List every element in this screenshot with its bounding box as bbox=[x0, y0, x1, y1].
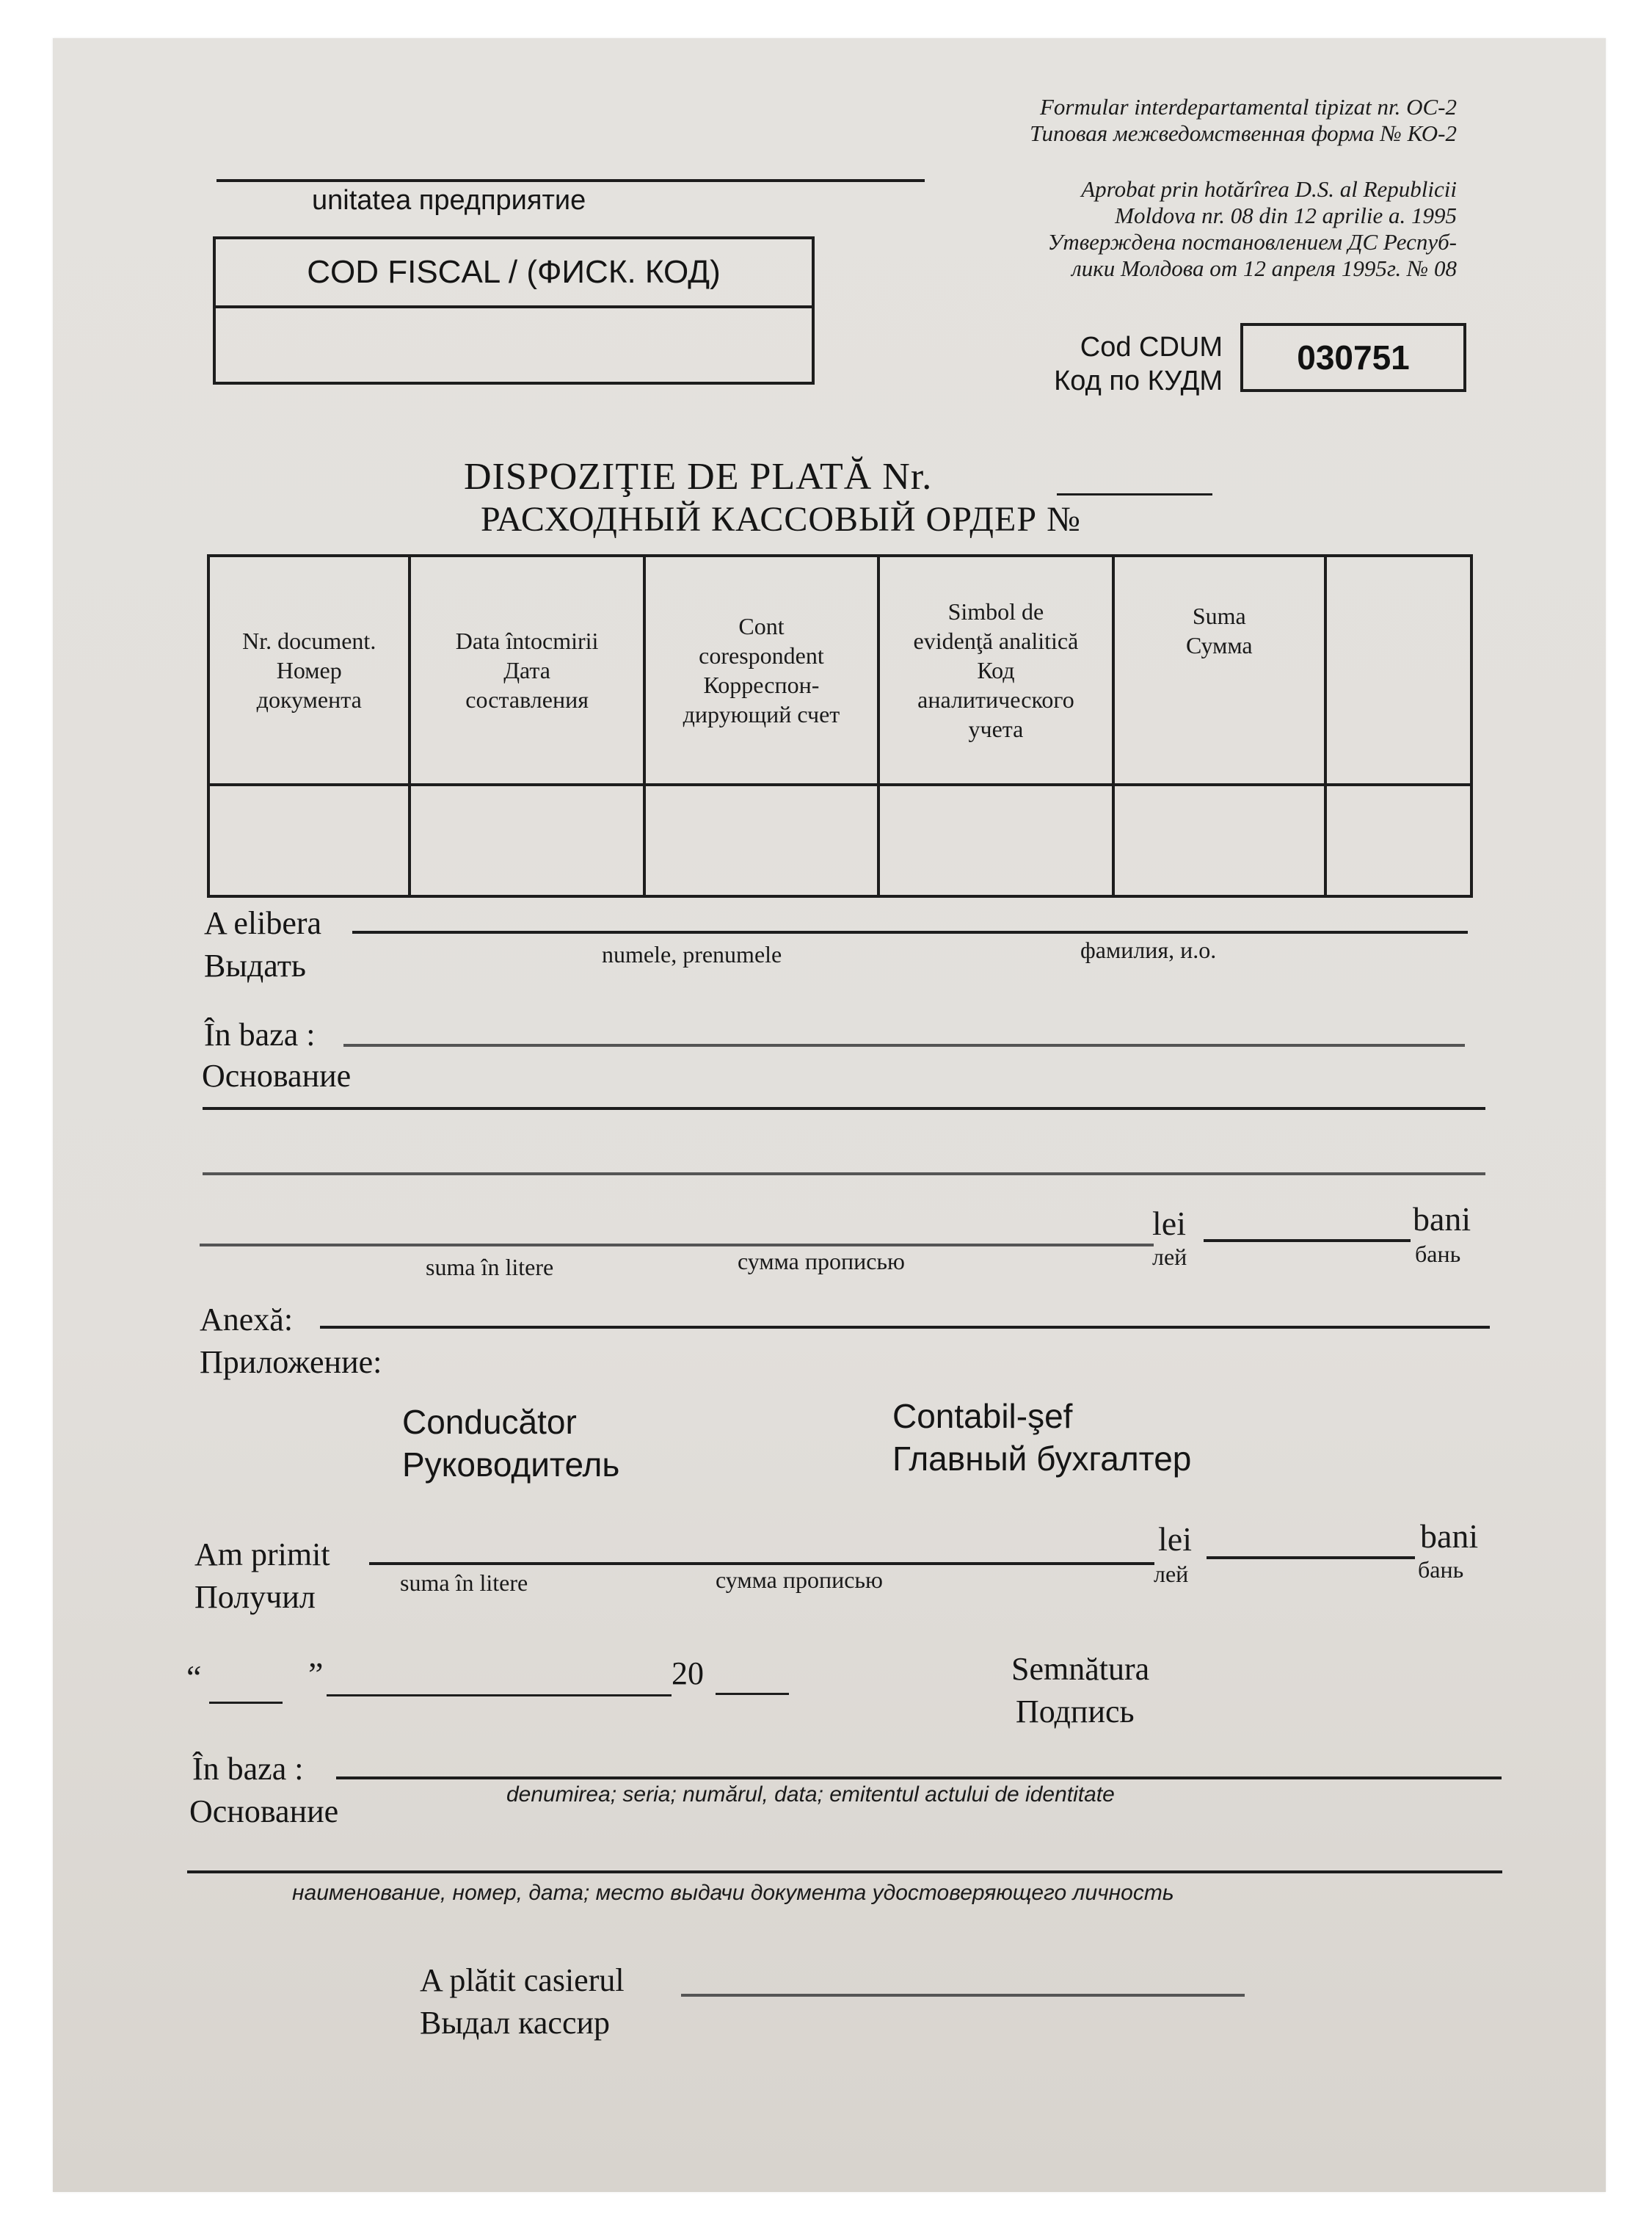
unit-caption: unitatea предприятие bbox=[312, 185, 586, 216]
signature-label-ru: Подпись bbox=[1016, 1694, 1135, 1730]
date-close-quote: ” bbox=[308, 1655, 324, 1693]
annex-label-ru: Приложение: bbox=[200, 1344, 382, 1380]
column-header-blank bbox=[1325, 556, 1471, 785]
sum-words-hint-ru: сумма прописью bbox=[738, 1248, 905, 1274]
document-title-ro: DISPOZIŢIE DE PLATĂ Nr. bbox=[464, 456, 933, 498]
received-bani-field-line[interactable] bbox=[1207, 1556, 1415, 1559]
basis-field-line[interactable] bbox=[343, 1044, 1465, 1047]
approval-line: Moldova nr. 08 din 12 aprilie a. 1995 bbox=[1115, 203, 1457, 228]
head-label-ro: Conducător bbox=[402, 1403, 577, 1441]
cell-sum[interactable] bbox=[1113, 785, 1325, 896]
id-basis-hint-ru: наименование, номер, дата; место выдачи документа удостоверяющего личность bbox=[292, 1881, 1174, 1905]
document-number-field[interactable] bbox=[1057, 493, 1212, 496]
bani-field-line[interactable] bbox=[1204, 1239, 1411, 1242]
basis-label-ru: Основание bbox=[202, 1058, 352, 1094]
table-header-row bbox=[208, 556, 1471, 785]
fiscal-code-label: COD FISCAL / (ФИСК. КОД) bbox=[216, 239, 812, 308]
id-basis-hint-ro: denumirea; seria; numărul, data; emitentul actului de identitate bbox=[506, 1782, 1115, 1807]
date-open-quote: “ bbox=[186, 1658, 202, 1696]
received-bani-ro: bani bbox=[1420, 1517, 1479, 1555]
id-basis-label-ro: În baza : bbox=[192, 1751, 304, 1787]
table-row bbox=[208, 785, 1471, 896]
id-basis-field-line[interactable] bbox=[336, 1776, 1502, 1779]
received-hint-ru: сумма прописью bbox=[716, 1567, 883, 1593]
received-hint-ro: suma în litere bbox=[400, 1569, 528, 1596]
lei-label-ru: лей bbox=[1152, 1244, 1187, 1270]
column-header-analytic-code: Simbol de evidenţă analitică Код аналитического учета bbox=[878, 556, 1113, 785]
head-signature bbox=[402, 1401, 619, 1486]
fiscal-code-input[interactable] bbox=[216, 308, 812, 382]
column-header-date: Data întocmirii Дата составления bbox=[410, 556, 644, 785]
received-lei-ru: лей bbox=[1154, 1561, 1189, 1587]
chief-label-ru: Главный бухгалтер bbox=[892, 1440, 1192, 1478]
basis-label-ro: În baza : bbox=[204, 1017, 316, 1053]
sum-words-hint-ro: suma în litere bbox=[426, 1254, 554, 1280]
basis-extra-line[interactable] bbox=[203, 1172, 1485, 1175]
approval-line: Aprobat prin hotărîrea D.S. al Republicii bbox=[1081, 176, 1457, 202]
date-century: 20 bbox=[672, 1655, 704, 1691]
column-header-document-number: Nr. document. Номер документа bbox=[208, 556, 410, 785]
form-code-ro: Formular interdepartamental tipizat nr. OC-2 bbox=[1039, 94, 1457, 120]
fiscal-code-box bbox=[213, 236, 815, 385]
payee-hint-ru: фамилия, и.о. bbox=[1080, 937, 1217, 963]
document-title-ru: РАСХОДНЫЙ КАССОВЫЙ ОРДЕР № bbox=[481, 500, 1081, 539]
cell-analytic-code[interactable] bbox=[878, 785, 1113, 896]
id-basis-label-ru: Основание bbox=[189, 1793, 339, 1829]
signature-label-ro: Semnătura bbox=[1011, 1651, 1150, 1687]
payee-label-ru: Выдать bbox=[204, 948, 306, 984]
cell-account[interactable] bbox=[644, 785, 878, 896]
received-label-ru: Получил bbox=[194, 1579, 316, 1615]
cashier-label-ro: A plătit casierul bbox=[420, 1962, 625, 1998]
cdum-label-ro: Cod CDUM bbox=[1080, 332, 1223, 363]
bani-label-ru: бань bbox=[1415, 1241, 1461, 1267]
bani-label-ro: bani bbox=[1413, 1200, 1471, 1238]
basis-extra-line[interactable] bbox=[203, 1107, 1485, 1110]
cashier-signature-line[interactable] bbox=[681, 1994, 1245, 1997]
received-label-ro: Am primit bbox=[194, 1536, 330, 1572]
document-table bbox=[207, 554, 1473, 898]
column-header-account: Cont corespondent Корреспон- дирующий счет bbox=[644, 556, 878, 785]
approval-note bbox=[1047, 176, 1457, 282]
received-bani-ru: бань bbox=[1418, 1556, 1464, 1583]
received-lei-ro: lei bbox=[1158, 1520, 1192, 1558]
date-day-field[interactable] bbox=[209, 1702, 283, 1704]
annex-field-line[interactable] bbox=[320, 1326, 1490, 1329]
unit-field-line[interactable] bbox=[216, 179, 925, 182]
head-label-ru: Руководитель bbox=[402, 1445, 620, 1484]
cell-blank[interactable] bbox=[1325, 785, 1471, 896]
form-code-header bbox=[1030, 94, 1457, 147]
payee-label-ro: A elibera bbox=[204, 905, 322, 941]
payee-field-line[interactable] bbox=[352, 931, 1468, 934]
cell-date[interactable] bbox=[410, 785, 644, 896]
approval-line: Утверждена постановлением ДС Респуб- bbox=[1047, 229, 1457, 255]
received-sum-field-line[interactable] bbox=[369, 1562, 1154, 1565]
column-header-sum: Suma Сумма bbox=[1113, 556, 1325, 785]
date-month-field[interactable] bbox=[327, 1694, 672, 1696]
sum-words-field-line[interactable] bbox=[200, 1244, 1154, 1246]
id-basis-extra-line[interactable] bbox=[187, 1870, 1502, 1873]
approval-line: лики Молдова от 12 апреля 1995г. № 08 bbox=[1071, 255, 1457, 281]
cdum-code-box: 030751 bbox=[1240, 323, 1466, 392]
cdum-label bbox=[1054, 330, 1223, 398]
chief-label-ro: Contabil-şef bbox=[892, 1397, 1073, 1435]
date-year-field[interactable] bbox=[716, 1693, 789, 1695]
cell-document-number[interactable] bbox=[208, 785, 410, 896]
chief-accountant-signature bbox=[892, 1395, 1191, 1480]
lei-label-ro: lei bbox=[1152, 1205, 1186, 1242]
cashier-label-ru: Выдал кассир bbox=[420, 2005, 611, 2041]
cdum-label-ru: Код по КУДМ bbox=[1054, 366, 1223, 396]
annex-label-ro: Anexă: bbox=[200, 1302, 294, 1338]
form-code-ru: Типовая межведомственная форма № КО-2 bbox=[1030, 120, 1457, 146]
payee-hint-ro: numele, prenumele bbox=[602, 941, 782, 968]
